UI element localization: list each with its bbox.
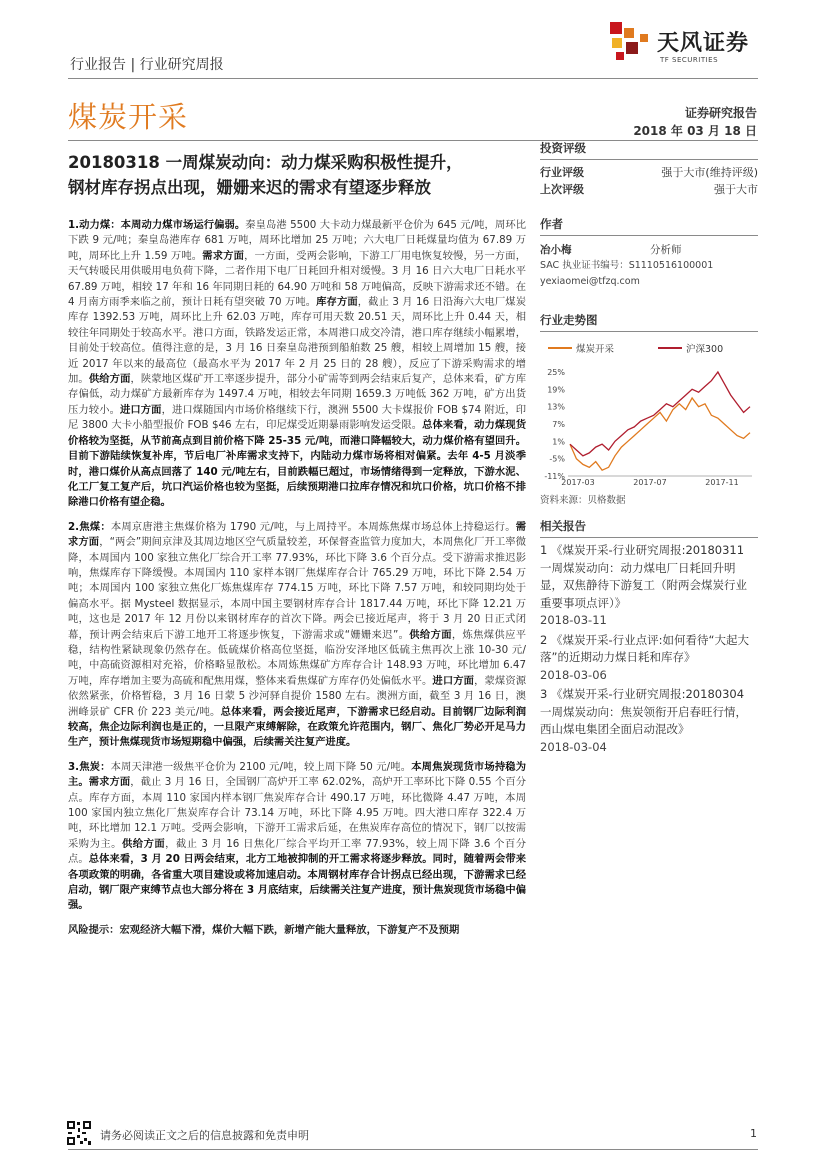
emphasis-text: 供给方面 [409, 628, 452, 641]
brand-logo [608, 20, 758, 72]
report-headline [68, 150, 528, 200]
rating-value: 强于大市 [714, 183, 758, 196]
rating-label: 行业评级 [540, 166, 584, 179]
emphasis-text: 总体来看，3 月 20 日两会结束，北方工地被抑制的开工需求将逐步释放。同时，随着两会带来各项政策的明确，各省重大项目建设或将加速启动。本周钢材库存合计拐点已经出现，下游需求已经启动，钢厂限产束缚节点也大部分将在 3 月底结束，后续需关注复产进度，预计焦炭现货市场稳中偏强。 [68, 853, 527, 912]
related-report-title[interactable]: 1 《煤炭开采-行业研究周报:20180311 一周煤炭动向：动力煤电厂日耗回升明显，双焦静待下游复工（附两会煤炭行业重要事项点评）》 [540, 543, 747, 610]
analyst-block [540, 242, 758, 290]
y-tick-label: -11% [544, 472, 565, 481]
y-tick-label: 13% [547, 402, 565, 412]
chart-source: 资料来源：贝格数据 [540, 495, 626, 506]
body-text: ，一方面，受两会影响，下游工厂用电恢复较慢，另一方面，天气转暖民用供暖用电负荷下降，二者作用下电厂日耗回升相对缓慢。3 月 16 日六大电厂日耗水平 67.89 万吨，相较 17 年和 16 年同期日耗的 64.90 万吨和 58 万吨偏高，反映下游需求还不错。在 4 月南方雨季来临之前，预计日耗有望突破 70 万吨。 [68, 249, 527, 309]
footer-disclaimer: 请务必阅读正文之后的信息披露和免责申明 [100, 1129, 309, 1142]
industry-trend-chart [540, 336, 758, 486]
related-report[interactable] [540, 686, 758, 756]
emphasis-text: 3.焦炭： [68, 760, 111, 773]
emphasis-text: 本周焦炭现货市场持稳为主。 [68, 760, 527, 789]
headline-line-2: 钢材库存拐点出现，姗姗来迟的需求有望逐步释放 [68, 178, 431, 197]
rating-title: 投资评级 [540, 138, 758, 160]
emphasis-text: 供给方面 [121, 837, 166, 850]
y-tick-label: 19% [547, 385, 565, 395]
related-report-date: 2018-03-04 [540, 739, 607, 754]
body-text: 本周天津港一级焦平仓价为 2100 元/吨，较上周下降 50 元/吨。 [110, 760, 412, 773]
related-report[interactable] [540, 542, 758, 630]
risk-warning: 风险提示：宏观经济大幅下滑，煤价大幅下跌，新增产能大量释放，下游复产不及预期 [68, 923, 460, 936]
y-tick-label: 7% [552, 420, 565, 429]
emphasis-text: 1.动力煤：本周动力煤市场运行偏弱。 [68, 219, 246, 231]
brand-name-cn: 天风证券 [657, 31, 750, 56]
emphasis-text: 需求方面 [88, 776, 131, 789]
emphasis-text: 需求方面 [202, 249, 245, 262]
author-title: 作者 [540, 214, 758, 236]
doc-kind: 证券研究报告 [684, 106, 757, 120]
related-report-title[interactable]: 2 《煤炭开采-行业点评:如何看待“大起大落”的近期动力煤日耗和库存》 [540, 632, 749, 664]
body-text: ，截止 3 月 16 日，全国钢厂高炉开工率 62.02%，高炉开工率环比下降 0.55 个百分点。库存方面，本周 110 家国内样本钢厂焦炭库存合计 490.17 万吨，环比微降 4.47 万吨，本周 100 家国内独立焦化厂焦炭库存合计 73.14 万吨，环比下降 4.95 万吨。四大港口库存 322.4 万吨，环比增加 12.1 万吨。受两会影响，下游开工需求后延，在焦炭库存高位的情况下，钢厂以按需采购为主。 [68, 776, 526, 850]
qr-code-icon [66, 1120, 92, 1146]
emphasis-text: 总体来看，两会接近尾声，下游需求已经启动。目前钢厂边际利润较高，焦企边际利润也是正的，一旦限产束缚解除，在政策允许范围内，钢厂、焦化厂势必开足马力生产，预计焦煤现货市场短期稳中偏强，后续需关注复产进度。 [68, 705, 527, 749]
body-text: 秦皇岛港 5500 大卡动力煤最新平仓价为 645 元/吨，周环比下跌 9 元/吨；秦皇岛港库存 681 万吨，周环比增加 25 万吨；六大电厂日耗煤量均值为 67.89 万吨，周环比上升 1.59 万吨。 [68, 219, 526, 262]
emphasis-text: 需求方面 [68, 520, 527, 549]
related-report-date: 2018-03-06 [540, 667, 607, 682]
x-tick-label: 2017-03 [561, 478, 595, 486]
related-reports [540, 542, 758, 756]
emphasis-text: 供给方面 [88, 373, 131, 386]
y-tick-label: 25% [547, 368, 565, 377]
rating-value: 强于大市(维持评级) [661, 166, 758, 179]
related-report-date: 2018-03-11 [540, 613, 607, 627]
related-title: 相关报告 [540, 516, 758, 538]
y-tick-label: -5% [549, 454, 565, 464]
rating-row [540, 181, 758, 198]
chart-title: 行业走势图 [540, 310, 758, 332]
analyst-email[interactable]: yexiaomei@tfzq.com [540, 276, 640, 287]
section-coking-coal [68, 520, 526, 751]
series-line-csi300 [570, 372, 750, 456]
emphasis-text: 库存方面 [316, 296, 358, 309]
footer-divider [68, 1149, 758, 1150]
body-text: ，进口煤随国内市场价格继续下行，澳洲 5500 大卡煤报价 FOB $74 附近，印尼 3800 大卡小船型报价 FOB $46 左右，印尼煤受近期暴雨影响发运受限。 [68, 403, 526, 432]
tf-securities-logo-icon [608, 20, 652, 64]
brand-name-en: TF SECURITIES [660, 56, 719, 64]
chart-svg [540, 336, 758, 486]
related-report[interactable] [540, 632, 758, 685]
analyst-role: 分析师 [650, 244, 682, 256]
rating-row [540, 164, 758, 181]
emphasis-text: 进口方面 [119, 403, 162, 416]
y-tick-label: 1% [552, 437, 565, 447]
report-type: 行业报告 | 行业研究周报 [70, 57, 224, 73]
body-text: ，炼焦煤供应平稳，结构性紧缺现象仍然存在。低硫煤价格高位坚挺，临汾安泽地区低硫主焦再次上涨 10-30 元/吨，中高硫资源相对充裕，价格略显散松。本周炼焦煤矿方库存合计 148.93 万吨，环比增加 6.47 万吨，库存增加主要为高硫和配焦用煤，整体来看焦煤矿方库存仍处偏低水平。 [68, 628, 527, 687]
related-report-title[interactable]: 3 《煤炭开采-行业研究周报:20180304 一周煤炭动向：焦炭领衔开启春旺行情，西山煤电集团全面启动混改》 [540, 687, 747, 736]
headline-line-1: 20180318 一周煤炭动向：动力煤采购积极性提升， [68, 153, 463, 172]
analyst-name: 冶小梅 [540, 244, 572, 256]
analyst-sac: SAC 执业证书编号：S1110516100001 [540, 260, 714, 271]
x-tick-label: 2017-11 [705, 478, 739, 486]
section-coke [68, 760, 526, 914]
report-date: 2018 年 03 月 18 日 [633, 124, 757, 138]
section-thermal-coal [68, 218, 526, 511]
emphasis-text: 总体来看，动力煤现货价格较为坚挺，从节前高点到目前价格下降 25-35 元/吨，而港口降幅较大，动力煤价格有望回升。目前下游陆续恢复补库，节后电厂补库需求支持下，内陆动力煤市场将相对偏紧。去年 4-5 月淡季时，港口煤价从高点回落了 140 元/吨左右，目前跌幅已超过，市场情绪得到一定释放，下游水泥、化工厂复工复产后，坑口汽运价格也较为坚挺，后续预期港口拉库存情况和坑口价格，坑口价格不排除港口价格有望企稳。 [68, 419, 526, 509]
sidebar [540, 138, 758, 758]
body-text: ，蒙煤资源依然紧张，价格暂稳，3 月 16 日蒙 5 沙河驿自提价 1580 左右。澳洲方面，截至 3 月 16 日，澳洲峰景矿 CFR 价 223 美元/吨。 [68, 674, 527, 718]
emphasis-text: 进口方面 [432, 674, 475, 687]
legend-label: 沪深300 [686, 344, 724, 355]
emphasis-text: 2.焦煤： [68, 520, 111, 533]
page-number: 1 [750, 1127, 757, 1140]
header-divider [68, 78, 758, 79]
report-body [68, 218, 526, 947]
body-text: ，截止 3 月 16 日沿海六大电厂煤炭库存 1392.53 万吨，周环比上升 62.03 万吨，库存可用天数 20.51 天，周环比上升 0.44 天，相较往年同期处于较高水平。港口方面，铁路发运正常，本周港口成交冷清，港口库存继续小幅累增，目前处于较高位。值得注意的是，3 月 16 日秦皇岛港预到船舶数 25 艘，相较上周增加 15 艘，接近 2017 年以来的最高位（最高水平为 2017 年 2 月 25 日的 28 艘），反应了下游采购需求的增加。 [68, 296, 527, 386]
industry-title: 煤炭开采 [68, 100, 189, 134]
body-text: ，“两会”期间京津及其周边地区空气质量较差，环保督查监管力度加大，本周焦化厂开工率微降，本周国内 100 家独立焦化厂综合开工率 77.93%，环比下降 3.6 个百分点。受下游需求推迟影响，焦煤库存下降缓慢。本周国内 110 家样本钢厂焦煤库存合计 765.29 万吨，环比下降 2.54 万吨；本周国内 100 家独立焦化厂炼焦煤库存 774.15 万吨，环比下降 7.57 万吨，和较同期均处于偏高水平。据 Mysteel 数据显示，本周中国主要钢材库存合计 1817.44 万吨，环比下降 12.21 万吨，这也是 2017 年 12 月份以来钢材库存的首次下降。两会已接近尾声，将于 3 月 20 日正式闭幕，预计两会结束后下游工地开工将逐步恢复，下游需求或“姗姗来迟”。 [68, 536, 526, 641]
rating-label: 上次评级 [540, 183, 584, 196]
body-text: ，截止 3 月 16 日焦化厂综合平均开工率 77.93%，较上周下降 3.6 个百分点。 [68, 837, 526, 866]
x-tick-label: 2017-07 [633, 478, 667, 486]
body-text: ，陕蒙地区煤矿开工率逐步提升，部分小矿需等到两会结束后复产，总体来看，矿方库存偏低，动力煤矿方最新库存为 1497.4 万吨，相较去年同期 1659.3 万吨低 362 万吨，矿方出货压力较小。 [68, 373, 527, 416]
body-text: 本周京唐港主焦煤价格为 1790 元/吨，与上周持平。本周炼焦煤市场总体上持稳运行。 [110, 520, 516, 533]
legend-label: 煤炭开采 [576, 344, 615, 355]
